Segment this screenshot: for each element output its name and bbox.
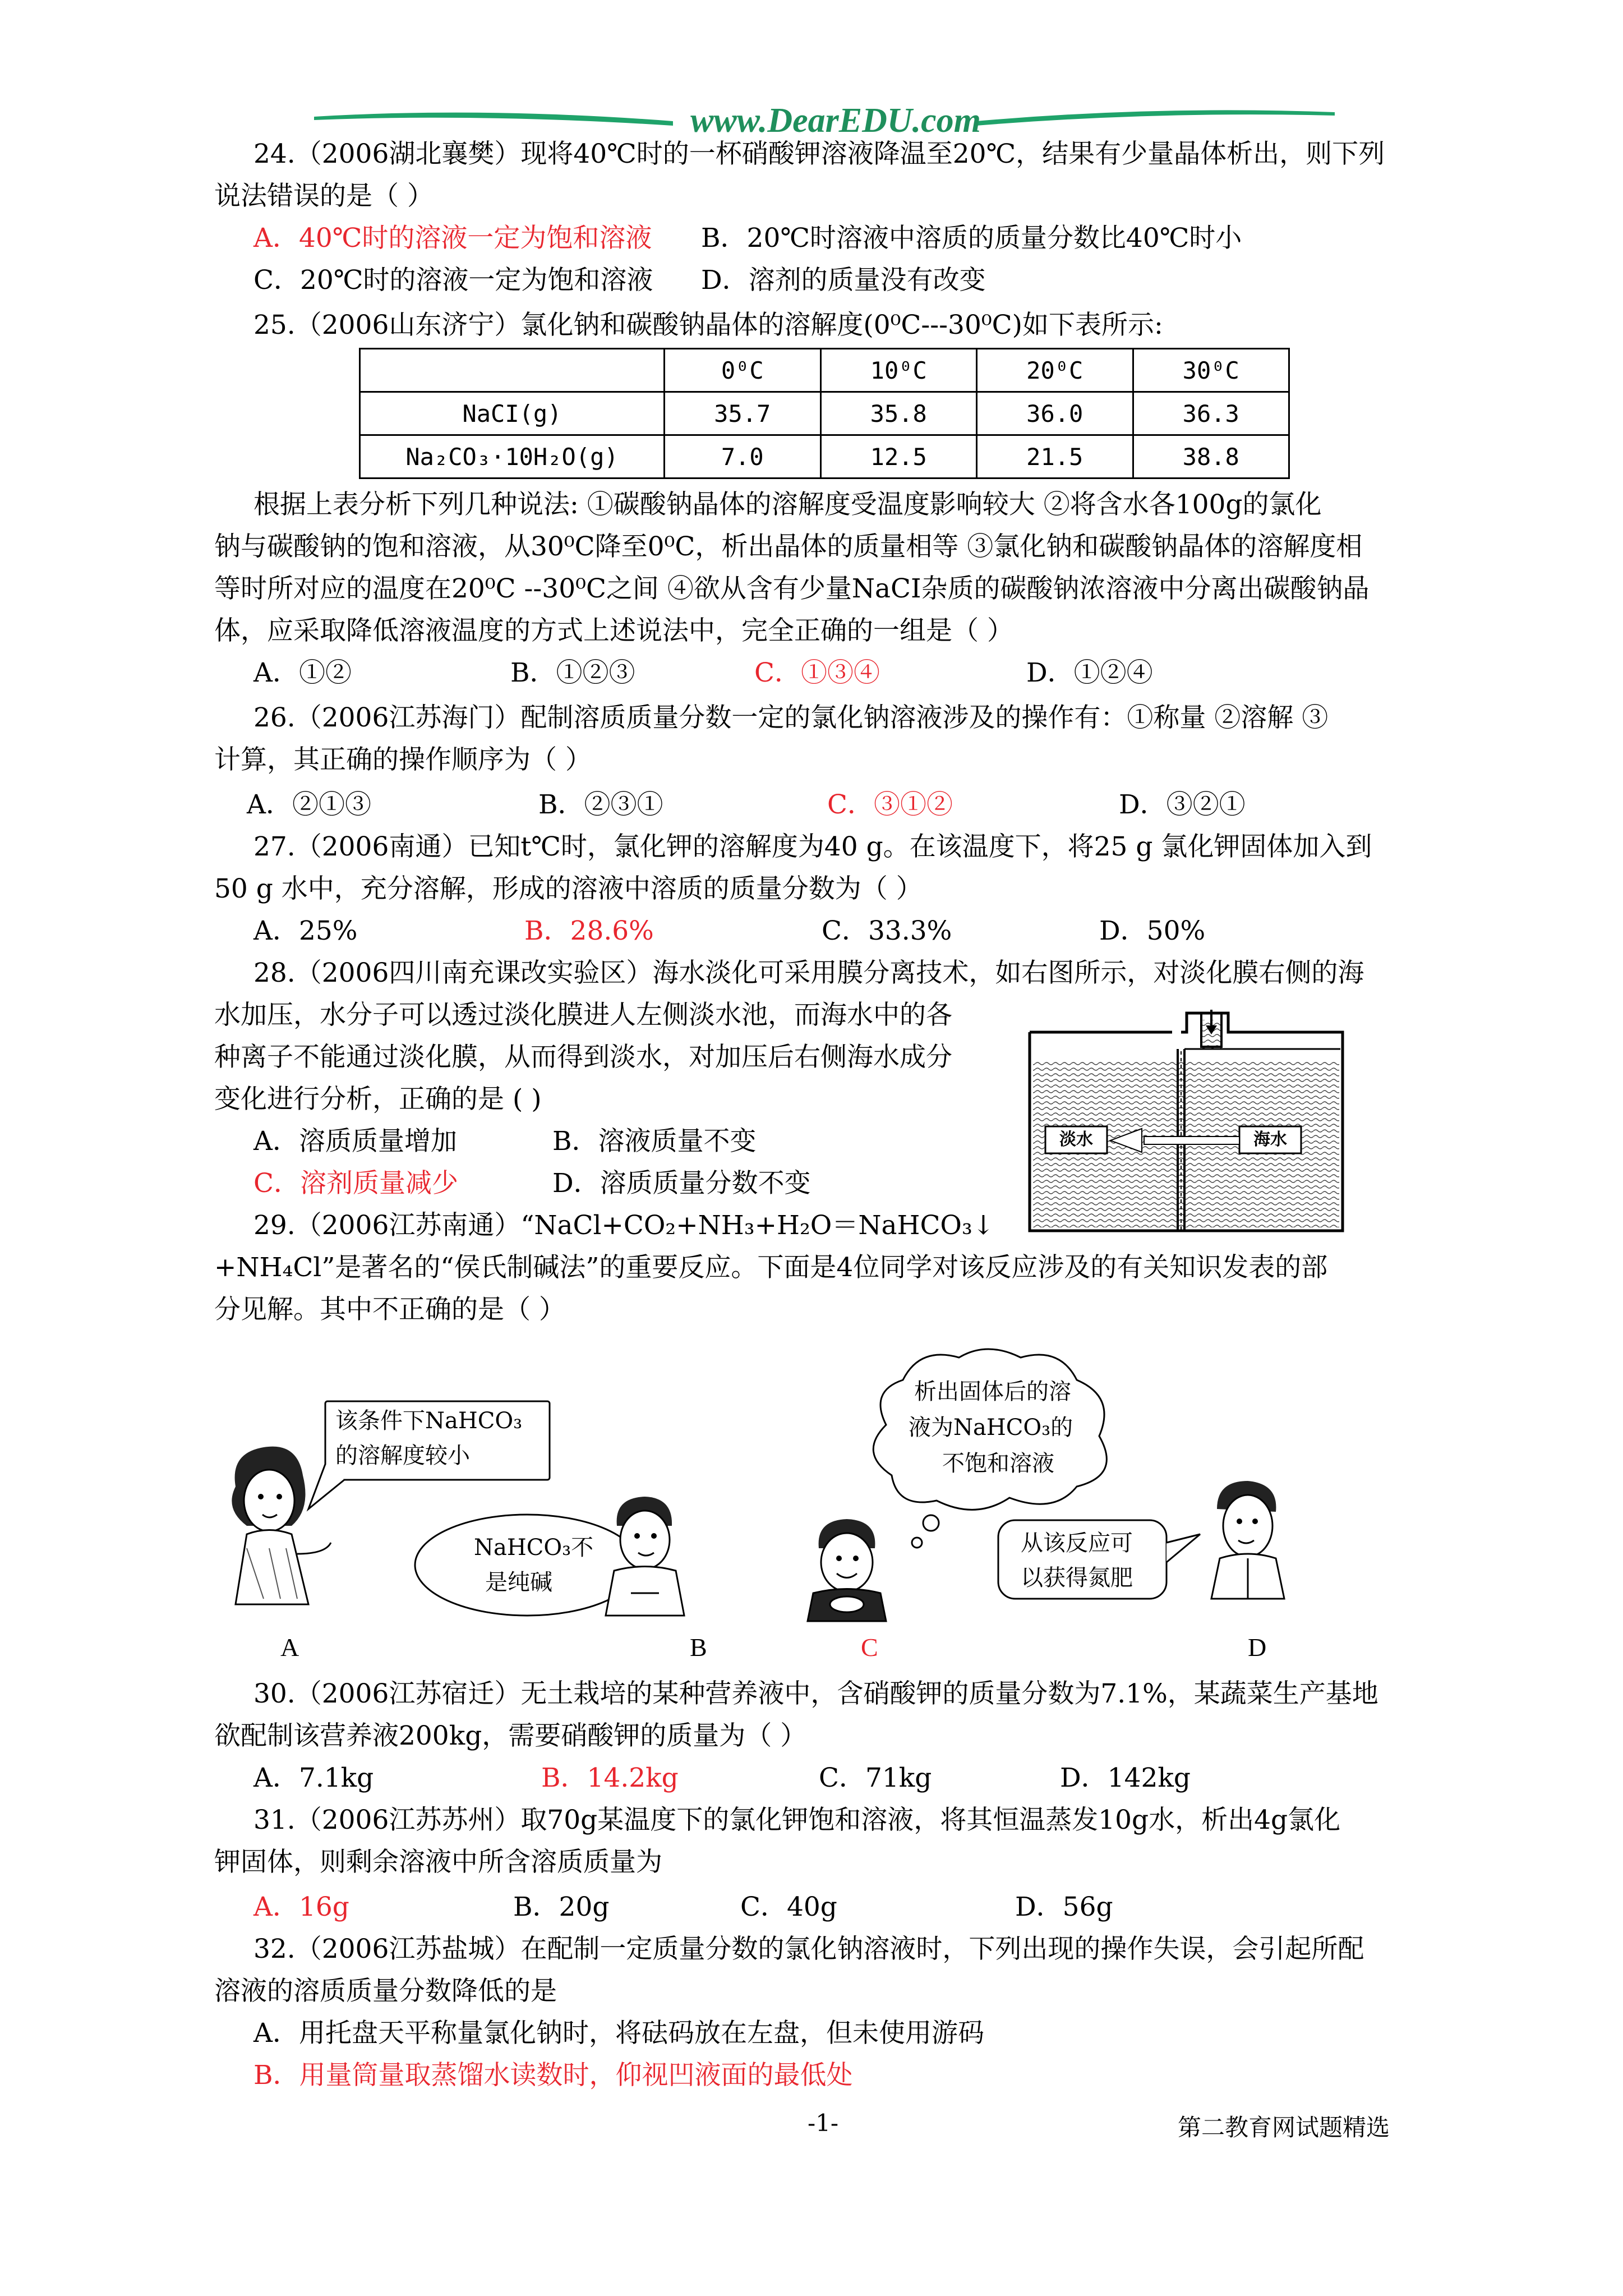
q28-stem-line3: 种离子不能通过淡化膜，从而得到淡水，对加压后右侧海水成分 [214,1042,952,1073]
table-row [360,392,1289,435]
q24-option-c: C．20℃时的溶液一定为饱和溶液 [253,265,653,296]
q32-stem-line2: 溶液的溶质质量分数降低的是 [214,1976,557,2007]
q27-option-c: C．33.3% [822,915,952,946]
q26-option-d: D．③②① [1119,789,1246,820]
desalination-svg [1026,1010,1346,1234]
q25-text-line4: 体，应采取降低溶液温度的方式上述说法中，完全正确的一组是（ ） [214,615,1013,646]
table-cell: 36.0 [977,392,1133,435]
table-cell: 36.3 [1133,392,1289,435]
q25-option-a: A．①② [253,657,352,688]
q25-option-d: D．①②④ [1026,657,1153,688]
q32-option-b: B．用量筒量取蒸馏水读数时，仰视凹液面的最低处 [253,2060,853,2091]
bubble-d-line2: 以获得氮肥 [1021,1565,1133,1591]
q31-stem-line2: 钾固体，则剩余溶液中所含溶质质量为 [214,1847,662,1878]
q32-option-a: A．用托盘天平称量氯化钠时，将砝码放在左盘，但未使用游码 [253,2018,984,2049]
bubble-b-line2: 是纯碱 [485,1570,552,1595]
table-header-cell: 0⁰C [665,349,821,392]
q26-stem-line2: 计算，其正确的操作顺序为（ ） [214,744,592,775]
student-d-label: D [1248,1633,1267,1662]
table-cell: 12.5 [820,435,977,478]
q28-stem-line2: 水加压，水分子可以透过淡化膜进人左侧淡水池，而海水中的各 [214,1000,952,1030]
q30-stem-line2: 欲配制该营养液200kg，需要硝酸钾的质量为（ ） [214,1720,807,1751]
q26-stem-line1: 26.（2006江苏海门）配制溶质质量分数一定的氯化钠溶液涉及的操作有：①称量 ②溶解 ③ [253,702,1329,733]
header-logo [314,101,1335,140]
student-c-figure [808,1519,886,1621]
q28-option-b: B．溶液质量不变 [552,1126,757,1157]
q28-option-d: D．溶质质量分数不变 [552,1168,811,1199]
q30-option-b: B．14.2kg [541,1763,679,1793]
page-number: -1- [808,2109,839,2137]
q26-option-b: B．②③① [538,789,663,820]
q27-stem-line1: 27.（2006南通）已知t℃时，氯化钾的溶解度为40 g。在该温度下，将25 g 氯化钾固体加入到 [253,831,1372,862]
table-cell: 35.7 [665,392,821,435]
table-cell: 21.5 [977,435,1133,478]
students-illustration [213,1341,1424,1666]
q25-stem: 25.（2006山东济宁）氯化钠和碳酸钠晶体的溶解度(0⁰C---30⁰C)如下表所示: [253,310,1163,341]
bubble-c-line3: 不饱和溶液 [942,1451,1054,1476]
q31-option-b: B．20g [513,1892,610,1922]
bubble-c-line1: 析出固体后的溶 [914,1379,1071,1405]
table-header-cell [360,349,665,392]
bubble-b-line1: NaHCO₃不 [474,1535,594,1561]
q27-option-a: A．25% [253,915,358,946]
bubble-d-line1: 从该反应可 [1021,1530,1133,1556]
student-a-figure [232,1447,331,1604]
q24-option-d: D．溶剂的质量没有改变 [701,265,986,296]
bubble-c-line2: 液为NaHCO₃的 [909,1415,1073,1441]
student-d-figure [1211,1481,1284,1599]
q24-stem-line2: 说法错误的是（ ） [214,181,434,211]
q31-option-c: C．40g [740,1892,837,1922]
table-row [360,435,1289,478]
q25-text-line2: 钠与碳酸钠的饱和溶液，从30⁰C降至0⁰C，析出晶体的质量相等 ③氯化钠和碳酸钠晶体的溶解度相 [214,531,1363,562]
q30-option-a: A．7.1kg [253,1763,374,1793]
q29-stem-line3: 分见解。其中不正确的是（ ） [214,1294,565,1325]
table-header-cell: 30⁰C [1133,349,1289,392]
q32-stem-line1: 32.（2006江苏盐城）在配制一定质量分数的氯化钠溶液时，下列出现的操作失误，会引起所配 [253,1934,1364,1964]
q24-option-a: A．40℃时的溶液一定为饱和溶液 [253,223,652,254]
q28-stem-line1: 28.（2006四川南充课改实验区）海水淡化可采用膜分离技术，如右图所示，对淡化膜右侧的海 [253,958,1364,988]
q24-stem-line1: 24.（2006湖北襄樊）现将40℃时的一杯硝酸钾溶液降温至20℃，结果有少量晶体析出，则下列 [253,139,1385,169]
site-name: www.DearEDU.com [690,102,981,140]
table-header-row [360,349,1289,392]
bubble-a-line1: 该条件下NaHCO₃ [335,1408,523,1434]
table-header-cell: 10⁰C [820,349,977,392]
q31-stem-line1: 31.（2006江苏苏州）取70g某温度下的氯化钾饱和溶液，将其恒温蒸发10g水，析出4g氯化 [253,1805,1341,1835]
table-cell: NaCI(g) [360,392,665,435]
table-cell: 35.8 [820,392,977,435]
q28-option-c: C．溶剂质量减少 [253,1168,458,1199]
q31-option-a: A．16g [253,1892,349,1922]
q25-text-line3: 等时所对应的温度在20⁰C --30⁰C之间 ④欲从含有少量NaCI杂质的碳酸钠浓溶液中分离出碳酸钠晶 [214,573,1370,604]
table-cell: 38.8 [1133,435,1289,478]
q25-option-c: C．①③④ [754,657,880,688]
solubility-table [359,348,1290,479]
q31-option-d: D．56g [1015,1892,1113,1922]
q29-stem-line2: +NH₄Cl”是著名的“侯氏制碱法”的重要反应。下面是4位同学对该反应涉及的有关知识发表的部 [214,1252,1328,1283]
q30-option-d: D．142kg [1060,1763,1191,1793]
q24-option-b: B．20℃时溶液中溶质的质量分数比40℃时小 [701,223,1242,254]
students-svg [213,1341,1424,1666]
bubble-a-line2: 的溶解度较小 [335,1443,470,1469]
table-cell: 7.0 [665,435,821,478]
fresh-water-label: 淡水 [1059,1130,1093,1149]
desalination-diagram [1026,1010,1346,1234]
q25-option-b: B．①②③ [510,657,635,688]
q28-option-a: A．溶质质量增加 [253,1126,457,1157]
student-c-label: C [861,1633,878,1662]
q27-stem-line2: 50 g 水中，充分溶解，形成的溶液中溶质的质量分数为（ ） [214,873,923,904]
q30-option-c: C．71kg [819,1763,932,1793]
table-cell: Na₂CO₃·10H₂O(g) [360,435,665,478]
student-a-label: A [280,1633,299,1662]
footer-source: 第二教育网试题精选 [1178,2114,1390,2141]
q25-text-line1: 根据上表分析下列几种说法: ①碳酸钠晶体的溶解度受温度影响较大 ②将含水各100g的氯化 [253,489,1322,520]
q27-option-d: D．50% [1099,915,1206,946]
q27-option-b: B．28.6% [524,915,654,946]
q26-option-c: C．③①② [827,789,953,820]
seawater-label: 海水 [1253,1130,1287,1149]
q29-stem-line1: 29.（2006江苏南通）“NaCl+CO₂+NH₃+H₂O＝NaHCO₃↓ [253,1210,995,1241]
q28-stem-line4: 变化进行分析，正确的是 ( ) [214,1084,542,1115]
q26-option-a: A．②①③ [247,789,371,820]
student-b-label: B [690,1633,707,1662]
q30-stem-line1: 30.（2006江苏宿迁）无土栽培的某种营养液中，含硝酸钾的质量分数为7.1%，某蔬菜生产基地 [253,1678,1378,1709]
table-header-cell: 20⁰C [977,349,1133,392]
